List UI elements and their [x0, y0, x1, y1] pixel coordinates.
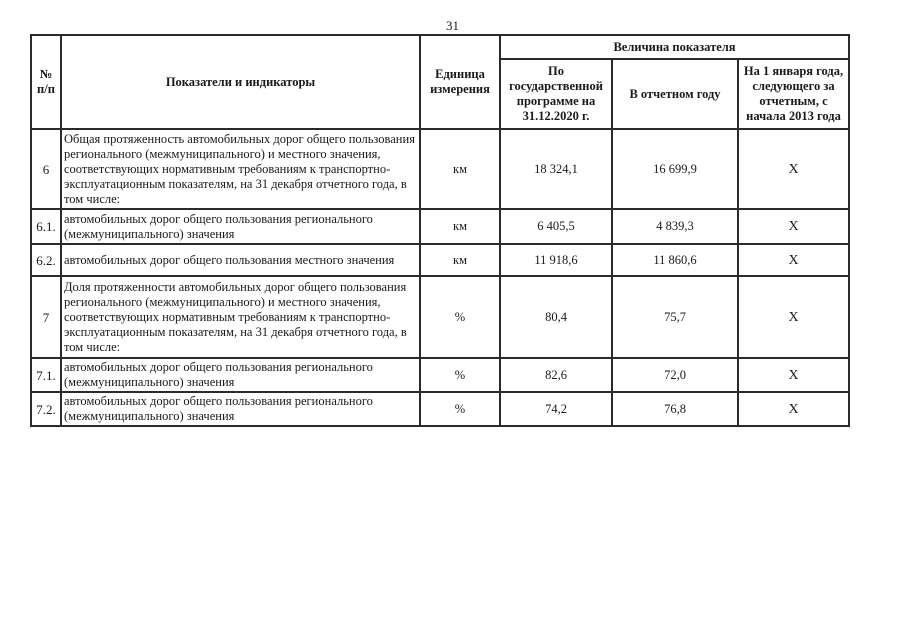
row-unit: км	[420, 209, 500, 244]
row-program-value: 74,2	[500, 392, 612, 426]
table-row	[31, 276, 849, 358]
table-row	[31, 392, 849, 426]
row-report-year-value: 16 699,9	[612, 129, 738, 209]
header-program: По государственной программе на 31.12.2020 г.	[500, 59, 612, 129]
row-program-value: 82,6	[500, 358, 612, 392]
row-report-year-value: 11 860,6	[612, 244, 738, 276]
row-text: автомобильных дорог общего пользования регионального (межмуниципального) значения	[61, 392, 420, 426]
row-report-year-value: 72,0	[612, 358, 738, 392]
header-value-group: Величина показателя	[500, 35, 849, 59]
header-jan1: На 1 января года, следующего за отчетным, с начала 2013 года	[738, 59, 849, 129]
row-jan1-value: Х	[738, 276, 849, 358]
indicators-table	[30, 34, 850, 427]
row-program-value: 80,4	[500, 276, 612, 358]
page-number: 31	[446, 18, 459, 33]
row-jan1-value: Х	[738, 358, 849, 392]
row-report-year-value: 76,8	[612, 392, 738, 426]
row-num: 7.2.	[31, 392, 61, 426]
table-body	[31, 129, 849, 426]
row-unit: км	[420, 244, 500, 276]
table-row	[31, 244, 849, 276]
header-indicators: Показатели и индикаторы	[61, 35, 420, 129]
row-text: Доля протяженности автомобильных дорог общего пользования регионального (межмуниципального) и местного значения, соответствующих нормативным требованиям к транспортно-эксплуатационным показателям, на 31 декабря отчетного года, в том числе:	[61, 276, 420, 358]
row-unit: %	[420, 392, 500, 426]
row-report-year-value: 75,7	[612, 276, 738, 358]
row-unit: %	[420, 276, 500, 358]
row-num: 6	[31, 129, 61, 209]
row-text: автомобильных дорог общего пользования регионального (межмуниципального) значения	[61, 209, 420, 244]
table-row	[31, 209, 849, 244]
row-program-value: 6 405,5	[500, 209, 612, 244]
row-jan1-value: Х	[738, 392, 849, 426]
row-program-value: 18 324,1	[500, 129, 612, 209]
header-report-year: В отчетном году	[612, 59, 738, 129]
row-jan1-value: Х	[738, 129, 849, 209]
row-jan1-value: Х	[738, 244, 849, 276]
row-num: 7.1.	[31, 358, 61, 392]
header-num: № п/п	[31, 35, 61, 129]
header-unit: Единица измерения	[420, 35, 500, 129]
row-text: автомобильных дорог общего пользования регионального (межмуниципального) значения	[61, 358, 420, 392]
row-jan1-value: Х	[738, 209, 849, 244]
row-program-value: 11 918,6	[500, 244, 612, 276]
table-header	[31, 35, 849, 129]
row-text: Общая протяженность автомобильных дорог общего пользования регионального (межмуниципального) и местного значения, соответствующих нормативным требованиям к транспортно-эксплуатационным показателям, на 31 декабря отчетного года, в том числе:	[61, 129, 420, 209]
table-row	[31, 358, 849, 392]
table-row	[31, 129, 849, 209]
row-num: 7	[31, 276, 61, 358]
row-unit: %	[420, 358, 500, 392]
row-report-year-value: 4 839,3	[612, 209, 738, 244]
row-text: автомобильных дорог общего пользования местного значения	[61, 244, 420, 276]
row-unit: км	[420, 129, 500, 209]
row-num: 6.2.	[31, 244, 61, 276]
row-num: 6.1.	[31, 209, 61, 244]
